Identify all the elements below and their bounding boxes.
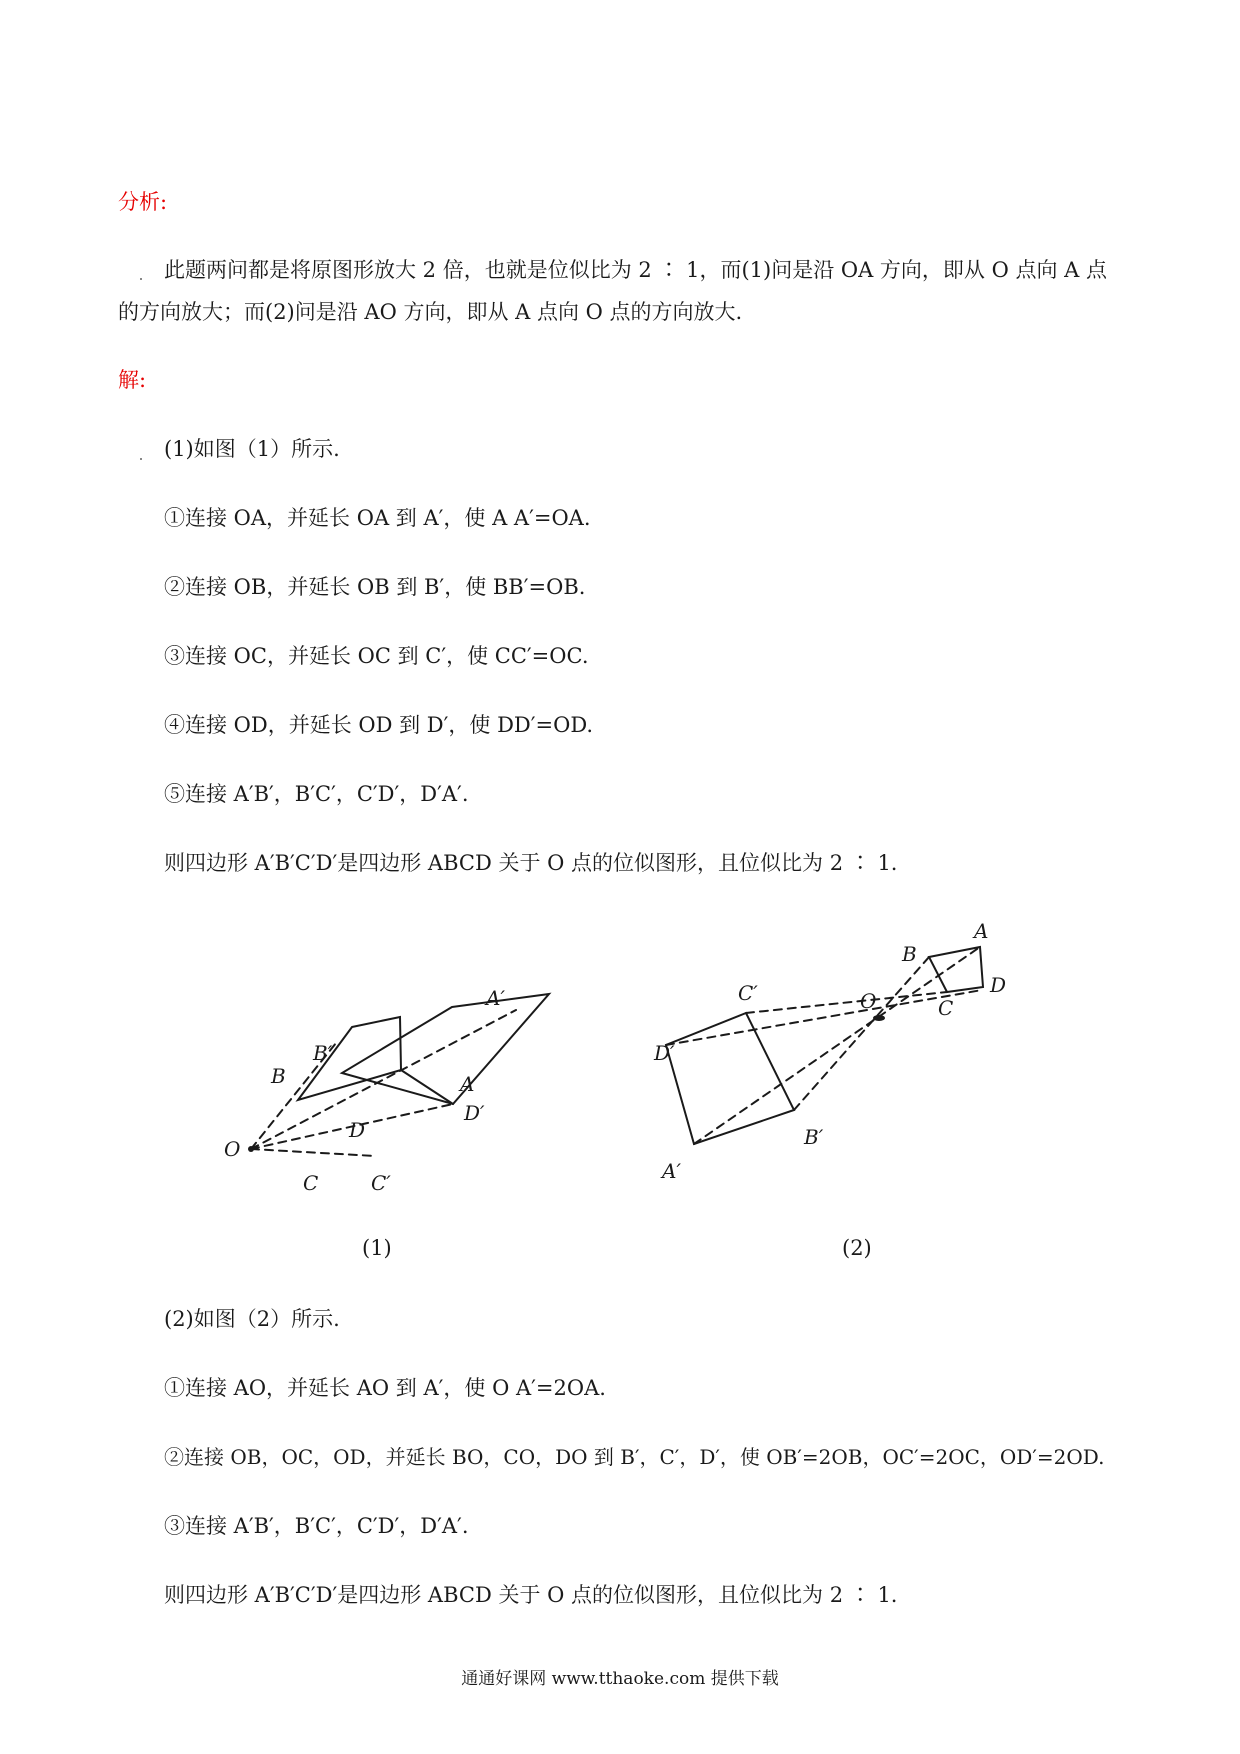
- analysis-paragraph-line-2: 的方向放大；而(2)问是沿 AO 方向，即从 A 点向 O 点的方向放大.: [118, 300, 743, 324]
- fig2-label-a: A: [974, 920, 989, 943]
- fig1-label-b: B: [271, 1064, 286, 1088]
- part1-intro: (1)如图（1）所示.: [164, 437, 340, 461]
- fig1-label-o: O: [224, 1137, 241, 1161]
- fig2-label-c-prime: C′: [738, 981, 758, 1005]
- fig2-label-d-prime: D′: [654, 1041, 675, 1065]
- fig1-ray-oa: [251, 1010, 516, 1149]
- fig1-label-a: A: [460, 1072, 475, 1096]
- fig2-label-o: O: [860, 989, 877, 1013]
- fig1-quad-image: [342, 994, 549, 1104]
- part2-step-1: ①连接 AO，并延长 AO 到 A′，使 O A′=2OA.: [164, 1376, 606, 1400]
- analysis-paragraph-line-1: 此题两问都是将原图形放大 2 倍，也就是位似比为 2 ∶ 1，而(1)问是沿 OA 方向，即从 O 点向 A 点: [164, 258, 1108, 282]
- fig1-ray-oc: [251, 1149, 375, 1156]
- part2-step-2: ②连接 OB，OC，OD，并延长 BO，CO，DO 到 B′，C′，D′，使 OB′=2OB，OC′=2OC，OD′=2OD.: [164, 1445, 1105, 1469]
- part1-step-1: ①连接 OA，并延长 OA 到 A′，使 A A′=OA.: [164, 506, 591, 530]
- part1-step-2: ②连接 OB，并延长 OB 到 B′，使 BB′=OB.: [164, 575, 586, 599]
- fig2-ray-d: [666, 990, 982, 1045]
- part2-conclusion: 则四边形 A′B′C′D′是四边形 ABCD 关于 O 点的位似图形，且位似比为 2 ∶ 1.: [164, 1583, 898, 1607]
- fig1-label-d-prime: D′: [464, 1101, 485, 1125]
- fig1-label-d: D: [349, 1118, 366, 1142]
- fig2-label-a-prime: A′: [662, 1159, 681, 1183]
- part2-step-3: ③连接 A′B′，B′C′，C′D′，D′A′.: [164, 1514, 469, 1538]
- part1-step-3: ③连接 OC，并延长 OC 到 C′，使 CC′=OC.: [164, 644, 589, 668]
- fig2-quad-abcd: [929, 947, 983, 992]
- bullet-marker: [140, 278, 142, 280]
- part1-step-4: ④连接 OD，并延长 OD 到 D′，使 DD′=OD.: [164, 713, 594, 737]
- fig1-label-a-prime: A′: [486, 986, 505, 1010]
- fig2-point-o: [873, 1015, 885, 1021]
- fig2-ray-c: [746, 992, 947, 1013]
- solution-heading: 解:: [118, 368, 147, 392]
- fig1-label-c: C: [303, 1171, 319, 1195]
- fig1-label-b-prime: B′: [313, 1041, 333, 1065]
- fig1-inner-edge: [401, 1070, 453, 1104]
- fig2-label-b-prime: B′: [804, 1125, 824, 1149]
- part1-step-5: ⑤连接 A′B′，B′C′，C′D′，D′A′.: [164, 782, 469, 806]
- part1-conclusion: 则四边形 A′B′C′D′是四边形 ABCD 关于 O 点的位似图形，且位似比为 2 ∶ 1.: [164, 851, 898, 875]
- fig1-label-c-prime: C′: [371, 1171, 391, 1195]
- bullet-marker: [140, 458, 142, 460]
- fig2-label-b: B: [902, 942, 917, 966]
- figure-1-caption: (1): [362, 1236, 392, 1260]
- fig2-ray-a: [694, 947, 980, 1144]
- fig1-point-o: [248, 1146, 254, 1152]
- fig2-label-d: D: [990, 973, 1007, 997]
- analysis-heading: 分析:: [118, 190, 168, 214]
- figure-2: [650, 920, 1070, 1220]
- page-footer: 通通好课网 www.tthaoke.com 提供下载: [461, 1669, 779, 1689]
- fig2-quad-image: [666, 1013, 794, 1144]
- fig2-label-c: C: [938, 996, 954, 1020]
- figure-2-caption: (2): [842, 1236, 872, 1260]
- fig2-ray-b: [794, 957, 929, 1110]
- part2-intro: (2)如图（2）所示.: [164, 1307, 340, 1331]
